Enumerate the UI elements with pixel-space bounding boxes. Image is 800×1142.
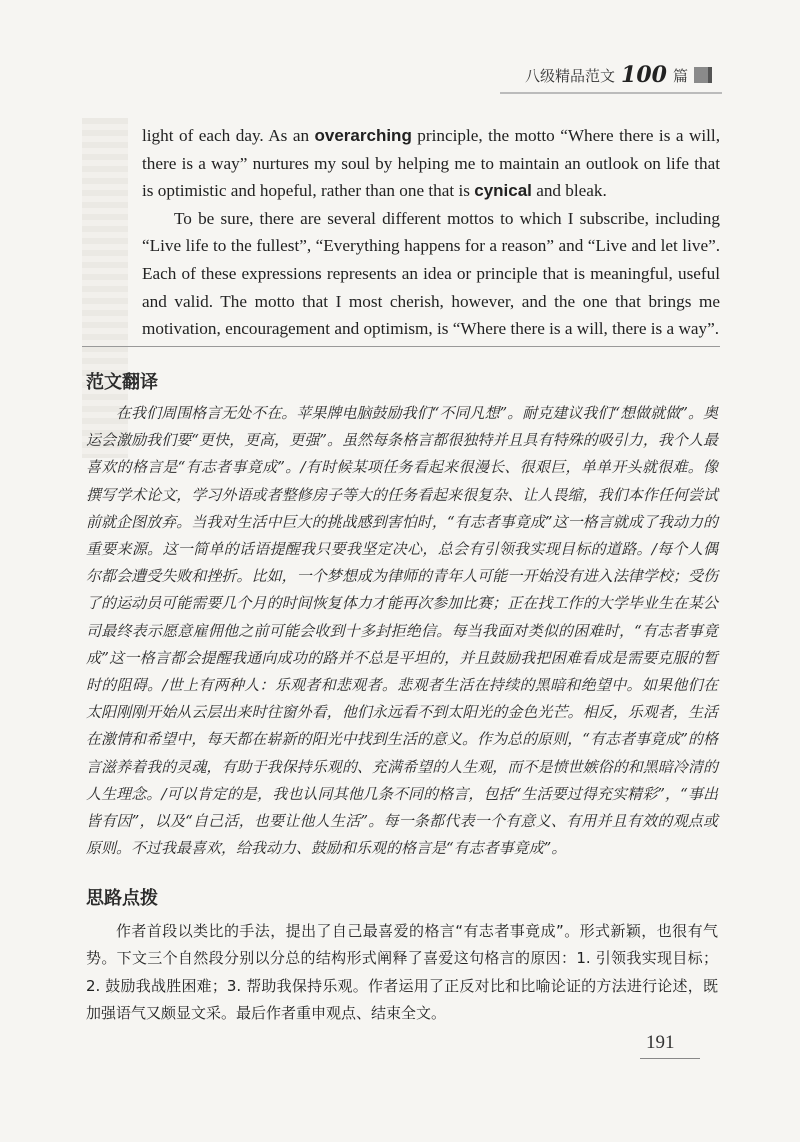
translation-text: 在我们周围格言无处不在。苹果牌电脑鼓励我们“不同凡想”。耐克建议我们“想做就做”。奥运会激励我们要“更快，更高，更强”。虽然每条格言都很独特并且具有特殊的吸引力，我个人最喜欢的格言是“有志者事竟成”。/有时候某项任务看起来很漫长、很艰巨，单单开头就很难。像撰写学术论文，学习外语或者整修房子等大的任务看起来很复杂、让人畏缩，我们本作任何尝试前就企图放弃。当我对生活中巨大的挑战感到害怕时，“有志者事竟成”这一格言就成了我动力的重要来源。这一简单的话语提醒我只要我坚定决心，总会有引领我实现目标的道路。/每个人偶尔都会遭受失败和挫折。比如，一个梦想成为律师的青年人可能一开始没有进入法律学校；受伤了的运动员可能需要几个月的时间恢复体力才能再次参加比赛；正在找工作的大学毕业生在某公司最终表示愿意雇佣他之前可能会收到十多封拒绝信。每当我面对类似的困难时，“有志者事竟成”这一格言都会提醒我通向成功的路并不总是平坦的，并且鼓励我把困难看成是需要克服的暂时的阻碍。/世上有两种人：乐观者和悲观者。悲观者生活在持续的黑暗和绝望中。如果他们在太阳刚刚开始从云层出来时往窗外看，他们永远看不到太阳光的金色光芒。相反，乐观者，生活在激情和希望中，每天都在崭新的阳光中找到生活的意义。作为总的原则，“有志者事竟成”的格言滋养着我的灵魂，有助于我保持乐观的、充满希望的人生观，而不是愤世嫉俗的和黑暗冷清的人生理念。/可以肯定的是，我也认同其他几条不同的格言，包括“生活要过得充实精彩”，“事出皆有因”，以及“自己活，也要让他人生活”。每一条都代表一个有意义、有用并且有效的观点或原则。不过我最喜欢，给我动力、鼓励和乐观的格言是“有志者事竟成”。 [86, 404, 718, 858]
page-number: 191 [646, 1032, 675, 1053]
english-paragraph-2: To be sure, there are several different mottos to which I subscribe, including “Live life to the fullest”, “Everything happens for a reason” and “Live and let live”. Each of these expressions represents an idea or principle that is meaningful, useful and valid. The motto that I most cherish, however, and the one that brings me motivation, encouragement and optimism, is “Where there is a will, there is a way”. [142, 208, 720, 339]
keyword-cynical: cynical [474, 181, 532, 201]
header-block-icon [694, 67, 712, 83]
running-header [525, 62, 712, 88]
analysis-title: 思路点拨 [86, 888, 158, 909]
translation-body [86, 400, 718, 862]
analysis-body [86, 918, 718, 1028]
header-rule [500, 92, 722, 94]
analysis-text: 作者首段以类比的手法，提出了自己最喜爱的格言“有志者事竟成”。形式新颖，也很有气势。下文三个自然段分别以分总的结构形式阐释了喜爱这句格言的原因：1. 引领我实现目标；2. 鼓励我战胜困难；3. 帮助我保持乐观。作者运用了正反对比和比喻论证的方法进行论述，既加强语气又颇显文采。最后作者重申观点、结束全文。 [86, 922, 718, 1023]
translation-title: 范文翻译 [86, 372, 158, 393]
english-essay [142, 122, 720, 343]
keyword-overarching: overarching [314, 126, 412, 145]
english-paragraph-1: light of each day. As an overarching principle, the motto “Where there is a will, there is a way” nurtures my soul by helping me to maintain an outlook on life that is optimistic and hopeful, rather than one that is cynical and bleak. [142, 126, 720, 201]
section-divider [82, 346, 720, 347]
header-number: 100 [621, 62, 667, 88]
page-number-rule [640, 1058, 700, 1059]
header-title: 八级精品范文 [525, 66, 616, 85]
header-suffix: 篇 [672, 66, 688, 85]
